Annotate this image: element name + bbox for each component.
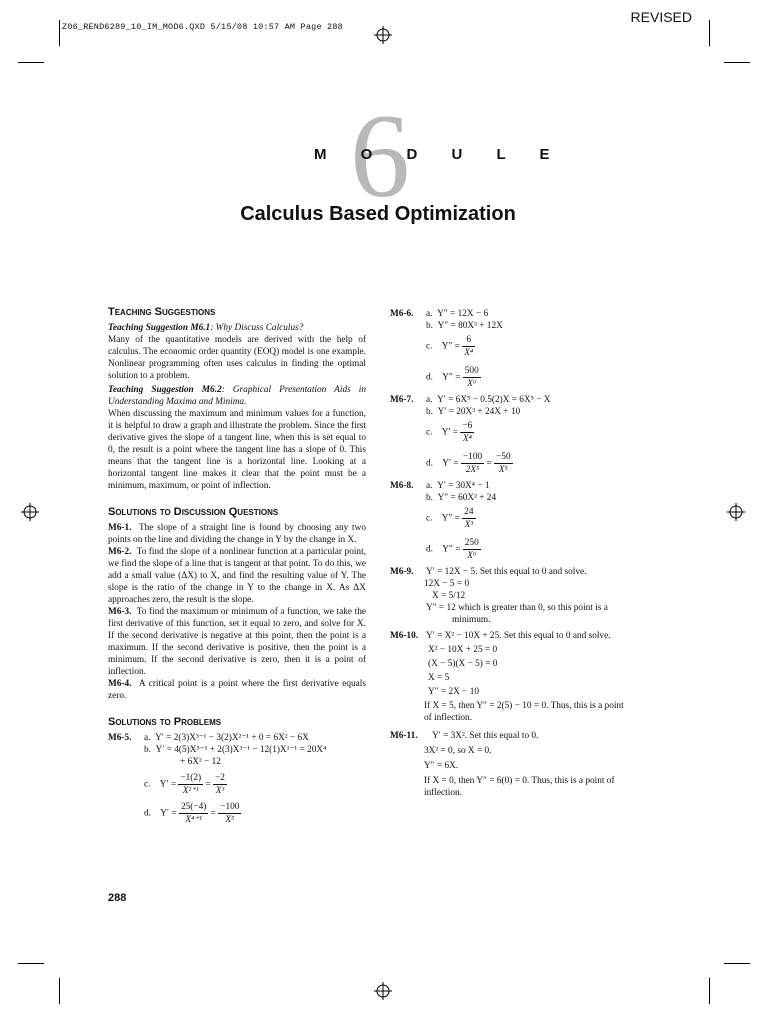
discussion-item: M6-3. To find the maximum or minimum of a function, we take the first derivative of this function, set it equal to zero, and solve for X. If the second derivative is negative at this point, then the point is a maximum. If the second derivative is positive, then the point is a minimum. If the second derivative is zero, then it is a point of inflection. bbox=[108, 607, 366, 677]
file-slug: Z06_REND6289_10_IM_MOD6.QXD 5/15/08 10:57 AM Page 288 bbox=[62, 22, 343, 32]
crop-mark-bl-h bbox=[18, 963, 44, 964]
registration-mark-left-icon bbox=[21, 503, 39, 521]
fraction: $\frac{6}{\text{X⁴}}$ bbox=[464, 335, 474, 358]
teaching-suggestion-2-title: Teaching Suggestion M6.2: Graphical Presentation Aids in Understanding Maxima and Minima. bbox=[108, 385, 367, 407]
discussion-item: M6-2. To find the slope of a nonlinear function at a particular point, we find the slope of a line that is tangent at that point. To do this, we add a small value (ΔX) to X, and find the resulting value of Y. The slope is the ratio of the change in Y to the change in X. As ΔX approaches zero, the result is the slope. bbox=[108, 547, 366, 605]
fraction: $\frac{-100}{\text{2X⁵}}$ bbox=[462, 452, 483, 475]
problem-m6-8: M6-8. a. Y′ = 30X⁴ − 1 b. Y″ = 60X² + 24 c. Y″ = $\frac{24}{\text{X³}}$ d. Y″ = $\frac{250}{\text{X⁶}}$ bbox=[390, 481, 497, 561]
discussion-item: M6-4. A critical point is a point where the first derivative equals zero. bbox=[108, 679, 366, 701]
fraction: $\frac{-100}{\text{X⁵}}$ bbox=[220, 802, 240, 825]
chapter-title: Calculus Based Optimization bbox=[240, 203, 516, 225]
discussion-item: M6-1. The slope of a straight line is found by choosing any two points on the line and dividing the change in Y by the change in X. bbox=[108, 523, 367, 545]
left-column bbox=[108, 306, 366, 826]
page-number: 288 bbox=[108, 892, 127, 904]
registration-mark-top-icon bbox=[374, 26, 392, 44]
registration-mark-bottom-icon bbox=[374, 982, 392, 1000]
crop-mark-br-v bbox=[709, 978, 710, 1004]
crop-mark-br-h bbox=[724, 963, 750, 964]
fraction: $\frac{250}{\text{X⁶}}$ bbox=[464, 538, 479, 561]
problem-m6-6: M6-6. a. Y″ = 12X − 6 b. Y″ = 80X³ + 12X c. Y″ = $\frac{6}{\text{X⁴}}$ d. Y″ = $\frac{500}{\text{X⁶}}$ bbox=[390, 309, 503, 389]
problem-m6-5: M6-5. a. Y′ = 2(3)X³⁻¹ − 3(2)X²⁻¹ + 0 = 6X² − 6X b. Y′ = 4(5)X⁵⁻¹ + 2(3)X³⁻¹ − 12(1)X¹⁻¹ = 20X⁴ + 6X² − 12 c. Y′ = $\frac{-1(2)}{\text{X²⁺¹}}$ = $\frac{-2}{\text{X³}}$ d. Y′ = $\frac{25(-4)}{\text{X⁴⁺¹}}$ = $\frac{-100}{\text{X⁵}}$ bbox=[108, 733, 327, 825]
fraction: $\frac{-50}{\text{X⁵}}$ bbox=[496, 452, 511, 475]
fraction: $\frac{-1(2)}{\text{X²⁺¹}}$ bbox=[180, 773, 202, 796]
crop-mark-bl-v bbox=[59, 978, 60, 1004]
crop-mark-tr-h bbox=[724, 62, 750, 63]
problem-m6-7: M6-7. a. Y′ = 6X⁵ − 0.5(2)X = 6X⁵ − X b. Y′ = 20X³ + 24X + 10 c. Y′ = $\frac{-6}{\text{X⁴}}$ d. Y′ = $\frac{-100}{\text{2X⁵}}$ = $\frac{-50}{\text{X⁵}}$ bbox=[390, 395, 551, 475]
module-number: 6 bbox=[350, 89, 410, 222]
crop-mark-tr-v bbox=[709, 20, 710, 46]
fraction: $\frac{24}{\text{X³}}$ bbox=[464, 507, 474, 530]
problem-m6-10: M6-10. Y′ = X² − 10X + 25. Set this equal to 0 and solve. X² − 10X + 25 = 0 (X − 5)(X − 5) = 0 X = 5 Y″ = 2X − 10 If X = 5, then Y″ = 2(5) − 10 = 0. Thus, this is a point of inflection. bbox=[390, 631, 624, 723]
teaching-suggestions-heading: Teaching Suggestions bbox=[108, 306, 216, 318]
module-word: M O D U L E bbox=[314, 146, 565, 163]
registration-mark-right-icon bbox=[727, 503, 745, 521]
crop-mark-tl-v bbox=[59, 20, 60, 46]
fraction: $\frac{25(-4)}{\text{X⁴⁺¹}}$ bbox=[180, 802, 207, 825]
fraction: $\frac{500}{\text{X⁶}}$ bbox=[464, 366, 479, 389]
problem-m6-9: M6-9. Y′ = 12X − 5. Set this equal to 0 and solve. 12X − 5 = 0 X = 5/12 Y″ = 12 which is greater than 0, so this point is a minimum. bbox=[390, 567, 608, 625]
problems-heading: Solutions to Problems bbox=[108, 716, 222, 728]
fraction: $\frac{-2}{\text{X³}}$ bbox=[215, 773, 225, 796]
revised-stamp: REVISED bbox=[630, 9, 692, 25]
teaching-suggestion-2-body: When discussing the maximum and minimum values for a function, it is helpful to draw a graph and illustrate the problem. Since the first derivative gives the slope of a tangent line, when this is set equal to 0, the result is a point where the tangent line has a slope of 0. This means that the tangent line is a horizontal line. Looking at a horizontal tangent line makes it clear that the point must be a minimum, maximum, or point of inflection. bbox=[108, 409, 366, 491]
teaching-suggestion-1-body: Many of the quantitative models are derived with the help of calculus. The economic order quantity (EOQ) model is one example. Nonlinear programming often uses calculus in finding the optimal solution to a problem. bbox=[108, 335, 366, 381]
right-column bbox=[390, 308, 652, 799]
crop-mark-tl-h bbox=[18, 62, 44, 63]
teaching-suggestion-1-title: Teaching Suggestion M6.1: Why Discuss Calculus? bbox=[108, 323, 304, 333]
problem-m6-11: M6-11. Y′ = 3X². Set this equal to 0. 3X² = 0, so X = 0. Y″ = 6X. If X = 0, then Y″ = 6(0) = 0. Thus, this is a point of inflection. bbox=[390, 731, 615, 798]
discussion-questions-heading: Solutions to Discussion Questions bbox=[108, 506, 279, 518]
fraction: $\frac{-6}{\text{X⁴}}$ bbox=[462, 421, 473, 444]
